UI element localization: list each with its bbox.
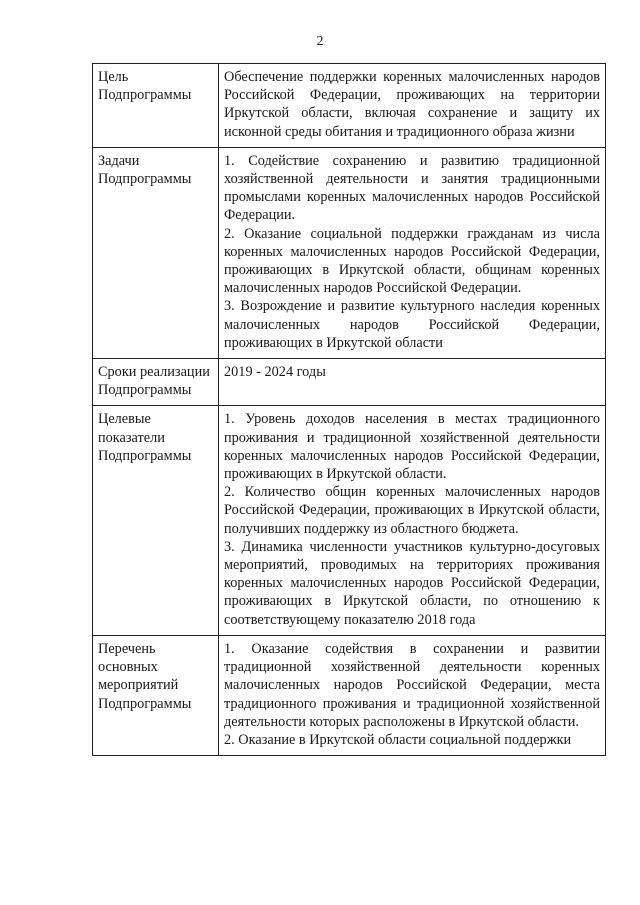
paragraph: Обеспечение поддержки коренных малочисленных народов Российской Федерации, проживающих на территории Иркутской области, включая сохранение и защиту их исконной среды обитания и традиционного образа жизни [224,69,600,140]
row-value [219,635,606,755]
row-value [219,64,606,148]
table-row-goal [93,64,606,148]
paragraph: 2. Оказание социальной поддержки гражданам из числа коренных малочисленных народов Российской Федерации, проживающих в Иркутской области, общинам коренных малочисленных народов Российской Федерации. [224,225,600,297]
row-value [219,147,606,358]
page-number: 2 [316,34,324,49]
paragraph: 2019 - 2024 годы [224,364,326,381]
row-value [219,406,606,635]
paragraph: 1. Уровень доходов населения в местах традиционного проживания и традиционной хозяйственной деятельности коренных малочисленных народов Российской Федерации, проживающих в Иркутской области. [224,411,600,483]
passport-table [92,63,606,756]
table-row-terms [93,359,606,406]
row-label: Сроки реализации Подпрограммы [93,359,219,406]
table-row-tasks [93,147,606,358]
paragraph: 2. Количество общин коренных малочисленных народов Российской Федерации, проживающих в Иркутской области, получивших поддержку из областного бюджета. [224,484,600,537]
row-label: Задачи Подпрограммы [93,147,219,358]
paragraph: 3. Возрождение и развитие культурного наследия коренных малочисленных народов Российской Федерации, проживающих в Иркутской области [224,298,600,351]
table-row-indicators [93,406,606,635]
row-label: Цель Подпрограммы [93,64,219,148]
row-label: Целевые показатели Подпрограммы [93,406,219,635]
row-label: Перечень основных мероприятий Подпрограммы [93,635,219,755]
table-row-activities [93,635,606,755]
row-value [219,359,606,406]
paragraph: 3. Динамика численности участников культурно-досуговых мероприятий, проводимых на территориях проживания коренных малочисленных народов Российской Федерации, проживающих в Иркутской области, по отношению к соответствующему показателю 2018 года [224,538,600,628]
paragraph: 1. Оказание содействия в сохранении и развитии традиционной хозяйственной деятельности коренных малочисленных народов Российской Федерации, места традиционного проживания и традиционной хозяйственной деятельности которых расположены в Иркутской области. [224,640,600,730]
paragraph: 2. Оказание в Иркутской области социальной поддержки [224,731,572,748]
paragraph: 1. Содействие сохранению и развитию традиционной хозяйственной деятельности и занятия традиционными промыслами коренных малочисленных народов Российской Федерации. [224,152,600,224]
